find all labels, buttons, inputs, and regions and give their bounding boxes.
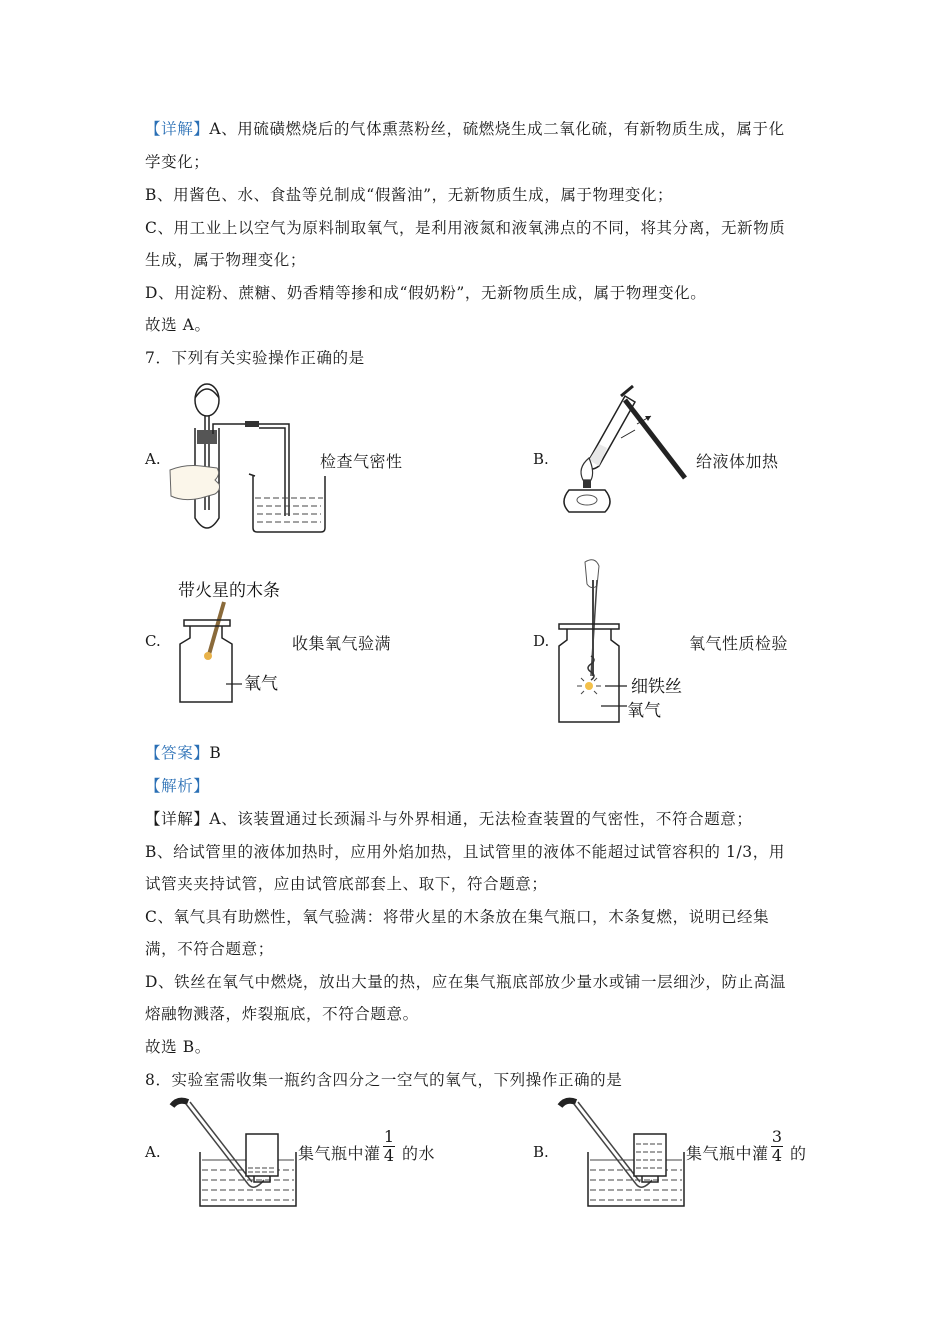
q7-option-a-figure [165, 378, 330, 538]
q7-option-d-figure [555, 556, 695, 728]
detail-line-2: 学变化； [145, 153, 210, 171]
q7-option-a-letter: A. [145, 450, 161, 468]
answer-line-prev: 故选 A。 [145, 316, 211, 334]
q7-detail-6: D、铁丝在氧气中燃烧，放出大量的热，应在集气瓶底部放少量水或铺一层细沙，防止高温 [145, 973, 786, 991]
detail-line-3: B、用酱色、水、食盐等兑制成“假酱油”，无新物质生成，属于物理变化； [145, 186, 674, 204]
q8-option-b-fraction: 3 4 [771, 1127, 783, 1165]
q7-option-d-fig-wire-label: 细铁丝 [631, 677, 682, 697]
q8-option-b-label: 集气瓶中灌 [686, 1144, 769, 1163]
detail-line-5: 生成，属于物理变化； [145, 251, 307, 269]
q7-option-c-letter: C. [145, 632, 161, 650]
q7-detail-7: 熔融物溅落，炸裂瓶底，不符合题意。 [145, 1005, 419, 1023]
q8-option-a-suffix: 的水 [402, 1144, 436, 1163]
q8-option-b-letter: B. [533, 1143, 549, 1161]
q8-option-b-figure [556, 1096, 688, 1208]
question-8-stem: 8．实验室需收集一瓶约含四分之一空气的氧气，下列操作正确的是 [145, 1071, 623, 1089]
q7-option-c-fig-top-label: 带火星的木条 [178, 581, 280, 601]
analysis-tag: 【解析】 [145, 777, 210, 795]
answer-value: B [209, 744, 222, 762]
detail-line-4: C、用工业上以空气为原料制取氧气，是利用液氮和液氧沸点的不同，将其分离，无新物质 [145, 219, 786, 237]
q8-option-a-fraction: 1 4 [383, 1127, 395, 1165]
answer-tag: 【答案】 [145, 744, 210, 762]
detail-line-6: D、用淀粉、蔗糖、奶香精等掺和成“假奶粉”，无新物质生成，属于物理变化。 [145, 284, 707, 302]
q7-option-c-fig-side-label: 氧气 [244, 674, 278, 694]
q7-answer-line [145, 741, 221, 763]
q7-detail-1: 【详解】A、该装置通过长颈漏斗与外界相通，无法检查装置的气密性，不符合题意； [145, 810, 753, 828]
detail-tag: 【详解】 [145, 120, 210, 138]
q7-option-d-letter: D. [533, 632, 550, 650]
q7-option-d-fig-gas-label: 氧气 [627, 701, 661, 721]
question-7-stem: 7．下列有关实验操作正确的是 [145, 349, 365, 367]
q7-option-a-label: 检查气密性 [320, 452, 403, 471]
q7-option-d-label: 氧气性质检验 [689, 634, 789, 653]
q7-option-c-label: 收集氧气验满 [292, 634, 392, 653]
q7-option-b-label: 给液体加热 [696, 452, 779, 471]
q7-detail-4: C、氧气具有助燃性，氧气验满：将带火星的木条放在集气瓶口，木条复燃，说明已经集 [145, 908, 770, 926]
q8-option-a-label: 集气瓶中灌 [298, 1144, 381, 1163]
q7-option-c-figure [170, 572, 300, 712]
q7-detail-2: B、给试管里的液体加热时，应用外焰加热，且试管里的液体不能超过试管容积的 1/3，用 [145, 843, 785, 861]
q8-option-a-letter: A. [145, 1143, 161, 1161]
q7-option-b-letter: B. [533, 450, 549, 468]
detail-line-1: 【详解】A、用硫磺燃烧后的气体熏蒸粉丝，硫燃烧生成二氧化硫，有新物质生成，属于化 [145, 120, 785, 138]
q7-detail-3: 试管夹夹持试管，应由试管底部套上、取下，符合题意； [145, 875, 548, 893]
q8-option-a-figure [168, 1096, 300, 1208]
q7-detail-8: 故选 B。 [145, 1038, 211, 1056]
q7-detail-5: 满，不符合题意； [145, 940, 274, 958]
q8-option-b-suffix: 的 [790, 1144, 807, 1163]
q7-option-b-figure [555, 380, 695, 525]
